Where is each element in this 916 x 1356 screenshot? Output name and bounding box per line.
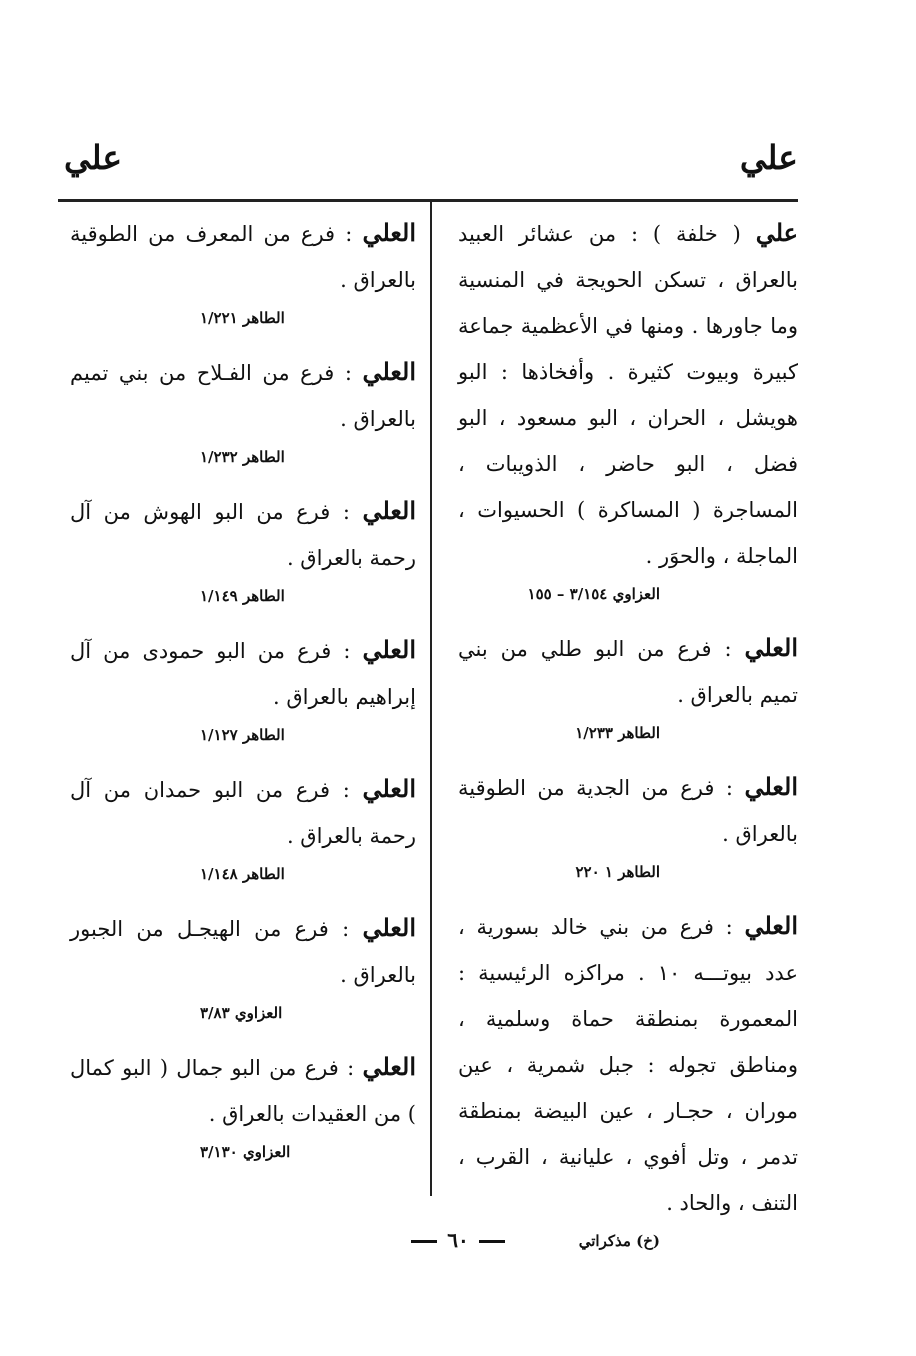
- right-column: [458, 210, 798, 1272]
- entry: [70, 488, 416, 609]
- page-number: [0, 1228, 916, 1252]
- entry-text: [458, 625, 798, 718]
- entry-definition: : فرع من البو الهوش من آل رحمة بالعراق .: [70, 500, 416, 570]
- entry-definition: : فرع من البو طلي من بني تميم بالعراق .: [458, 637, 798, 707]
- entry-headword: علي: [755, 218, 798, 247]
- entry-definition: : فرع من المعرف من الطوقية بالعراق .: [70, 222, 416, 292]
- running-head-left: علي: [64, 138, 123, 177]
- entry-headword: العلي: [362, 1052, 416, 1081]
- entry: [70, 210, 416, 331]
- entry: [70, 766, 416, 887]
- page-number-dash: [411, 1240, 437, 1243]
- entry-definition: ( خلفة ) : من عشائر العبيد بالعراق ، تسكن الحويجة في المنسية وما جاورها . ومنها في الأعظمية جماعة كبيرة وبيوت كثيرة . وأفخاذها : البو هويشل ، الحران ، البو مسعود ، البو فضل ، البو حاضر ، الذويبات ، المساجرة ( المساكرة ) الحسيوات ، الماجلة ، والحوَر .: [458, 222, 798, 568]
- entry-headword: العلي: [362, 913, 416, 942]
- entry-source: [70, 305, 416, 331]
- header-rule: [58, 199, 798, 202]
- entry-headword: العلي: [744, 772, 798, 801]
- column-divider: [430, 201, 432, 1196]
- entry-definition: : فرع من البو جمال ( البو كمال ) من العقيدات بالعراق .: [70, 1056, 416, 1126]
- entry-source: [458, 720, 798, 746]
- entry-text: [70, 1044, 416, 1137]
- source-citation: الطاهر ١/١٤٩: [200, 587, 285, 605]
- entry-text: [70, 210, 416, 303]
- entry-text: [70, 349, 416, 442]
- entry-definition: : فرع من الهيجـل من الجبور بالعراق .: [70, 917, 416, 987]
- entry: [70, 627, 416, 748]
- source-citation: الطاهر ١ ٢٢٠: [575, 863, 660, 881]
- source-citation: (خ) مذكراتي: [578, 1232, 660, 1250]
- entry-headword: العلي: [362, 635, 416, 664]
- entry-headword: العلي: [362, 774, 416, 803]
- entry: [70, 1044, 416, 1165]
- entry-source: [70, 444, 416, 470]
- entry: [458, 625, 798, 746]
- entry-source: [70, 583, 416, 609]
- entry-source: [70, 1139, 416, 1165]
- source-citation: العزاوي ٣/١٣٠: [200, 1143, 291, 1161]
- entry: [458, 764, 798, 885]
- entry-text: [70, 905, 416, 998]
- entry-headword: العلي: [744, 633, 798, 662]
- entry-text: [458, 903, 798, 1226]
- source-citation: العزاوي ٣/٨٣: [200, 1004, 283, 1022]
- entry-definition: : فرع من البو حمودى من آل إبراهيم بالعراق .: [70, 639, 416, 709]
- page-number-dash: [479, 1240, 505, 1243]
- source-citation: الطاهر ١/٢٣٢: [200, 448, 285, 466]
- entry-source: [70, 861, 416, 887]
- entry-headword: العلي: [362, 496, 416, 525]
- entry: [458, 210, 798, 607]
- page-number-value: ٦٠: [447, 1228, 469, 1252]
- entry-source: [458, 859, 798, 885]
- entry-source: [458, 581, 798, 607]
- entry: [70, 905, 416, 1026]
- entry: [70, 349, 416, 470]
- entry-text: [70, 488, 416, 581]
- source-citation: الطاهر ١/٢٣٣: [575, 724, 660, 742]
- entry-text: [458, 210, 798, 579]
- source-citation: العزاوي ٣/١٥٤ – ١٥٥: [527, 585, 660, 603]
- entry-headword: العلي: [362, 218, 416, 247]
- entry-definition: : فرع من بني خالد بسورية ، عدد بيوتـــه ١٠ . مراكزه الرئيسية : المعمورة بمنطقة حماة وسلمية ، ومناطق تجوله : جبل شمرية ، عين موران ، حجـار ، عين البيضة بمنطقة تدمر ، وتل أفوي ، عليانية ، القرب ، التنف ، والحاد .: [458, 915, 798, 1215]
- entry-text: [70, 627, 416, 720]
- entry-definition: : فرع من البو حمدان من آل رحمة بالعراق .: [70, 778, 416, 848]
- entry: [458, 903, 798, 1254]
- entry-headword: العلي: [362, 357, 416, 386]
- source-citation: الطاهر ١/٢٢١: [200, 309, 285, 327]
- entry-definition: : فرع من الفـلاح من بني تميم بالعراق .: [70, 361, 416, 431]
- source-citation: الطاهر ١/١٢٧: [200, 726, 285, 744]
- entry-headword: العلي: [744, 911, 798, 940]
- left-column: [70, 210, 416, 1183]
- entry-text: [70, 766, 416, 859]
- source-citation: الطاهر ١/١٤٨: [200, 865, 285, 883]
- entry-text: [458, 764, 798, 857]
- entry-source: [70, 722, 416, 748]
- entry-source: [70, 1000, 416, 1026]
- entry-definition: : فرع من الجدية من الطوقية بالعراق .: [458, 776, 798, 846]
- running-head-right: علي: [739, 138, 798, 177]
